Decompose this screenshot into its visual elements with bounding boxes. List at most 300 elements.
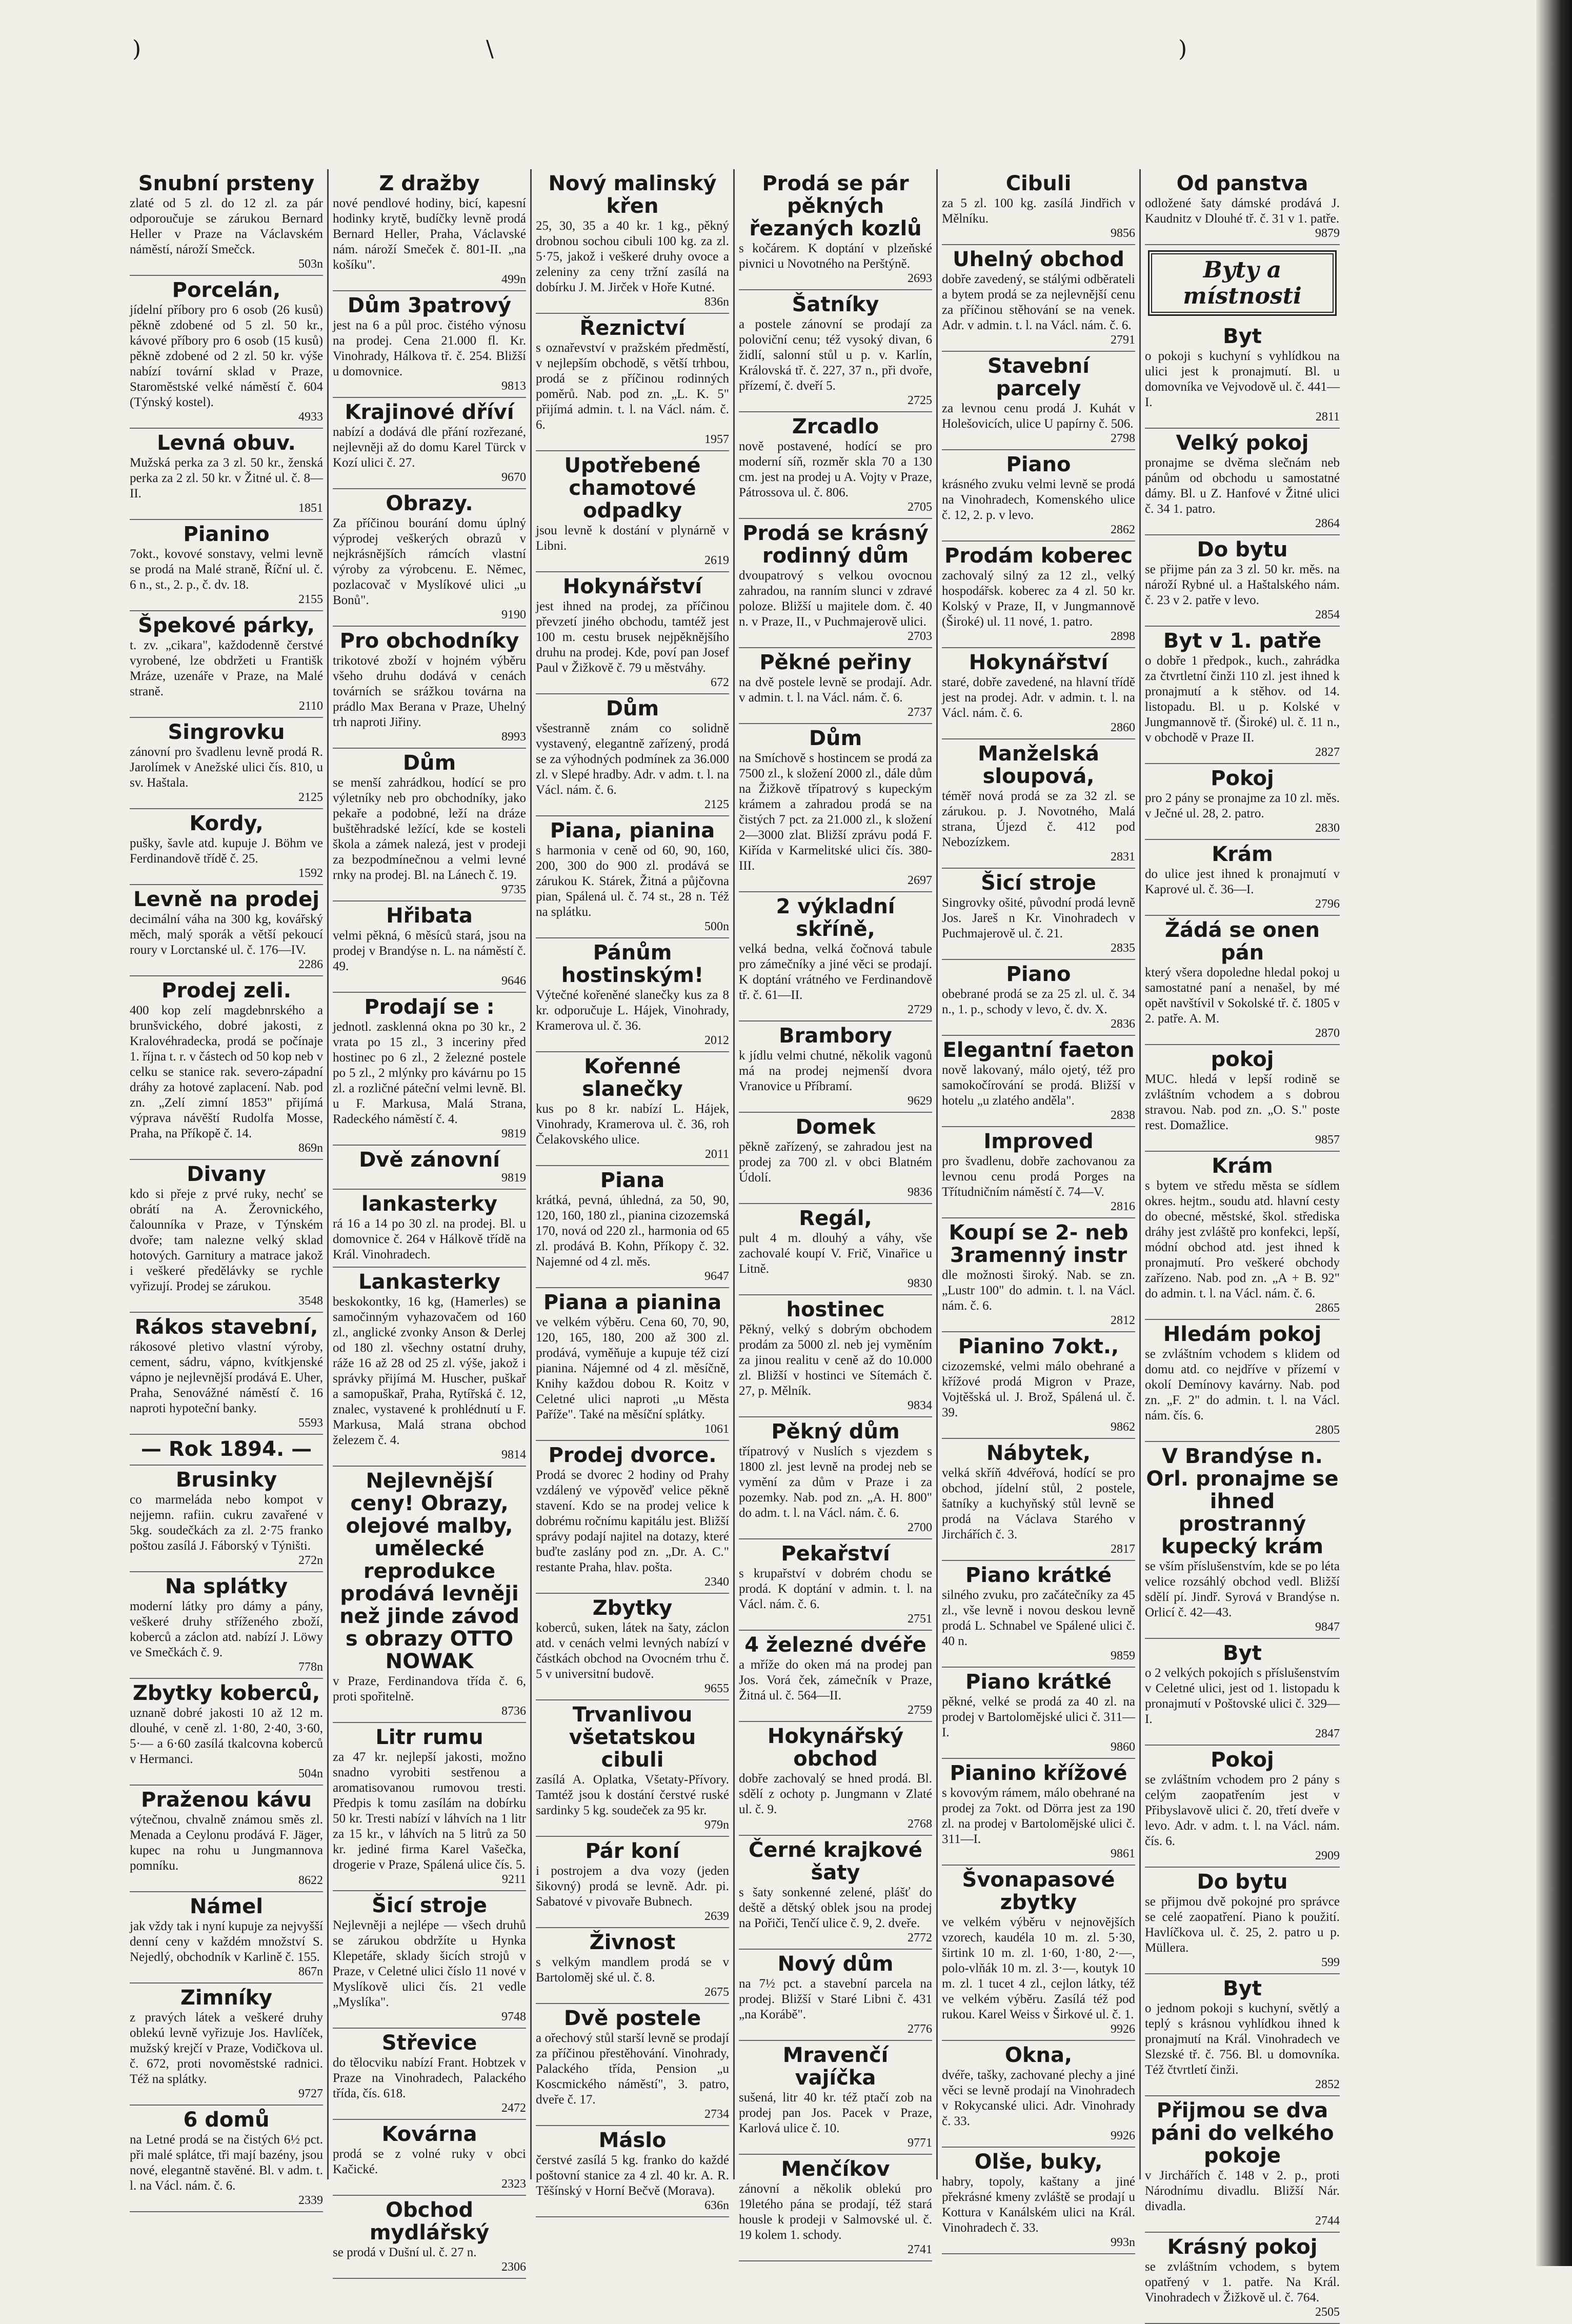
ad-title: Máslo: [598, 2129, 667, 2152]
ad-number: 8993: [501, 730, 526, 744]
ad-title: Žádá se onen pán: [1165, 918, 1320, 965]
classified-ad: [1145, 2233, 1340, 2324]
ad-text: s oznařevství v pražském předměstí, v nejlepším obchodě, s větší trhbou, prodá se z příčinou rodinných poměrů. Nab. pod zn. „L. K. 5" přijímá admin. t. l. na Václ. nám. č. 6.: [536, 341, 729, 432]
ad-text: co marmeláda nebo kompot v nejjemn. rafiin. cukru zavařené v 5kg. soudečkách za zl. 2·75 franko poštou zasílá J. Fáborský v Týništi.: [130, 1493, 323, 1553]
ad-number: 2751: [908, 1612, 932, 1626]
ad-text: jest ihned na prodej, za příčinou převzetí jiného obchodu, tamtéž jest 100 m. cestu brusek nejpěknějšího druhu na prodej. Kde, poví pan Josef Paul v Žižkově č. 79 u městváhy.: [536, 599, 729, 675]
ad-title: Švonapasové zbytky: [962, 1868, 1115, 1914]
ad-number: 2339: [298, 2194, 323, 2207]
ad-text: a postele zánovní se prodají za poloviční cenu; též vysoký divan, 6 židlí, salonní stůl u p. v. Karlín, Královská tř. č. 227, 37 n., při dvoře, přízemí, č. dveří 5.: [739, 317, 932, 393]
ad-number: 2811: [1315, 410, 1340, 424]
ad-text: uznaně dobré jakosti 10 až 12 m. dlouhé, v ceně zl. 1·80, 2·40, 3·60, 5·— a 6·60 zasílá tkalcovna koberců v Hermanci.: [130, 1706, 323, 1766]
ad-number: 2805: [1315, 1424, 1340, 1437]
classified-ad: [536, 2004, 729, 2126]
ad-text: do tělocviku nabízí Frant. Hobtzek v Praze na Vinohradech, Palackého třída, čís. 618.: [333, 2056, 526, 2100]
ad-title: Prodám koberec: [944, 544, 1133, 568]
classified-ad: [942, 1668, 1135, 1759]
ad-number: 599: [1321, 1956, 1340, 1969]
classified-ad: [536, 938, 729, 1052]
ad-number: 504n: [298, 1767, 323, 1780]
classified-ad: [130, 1572, 323, 1679]
classified-ad: [333, 2029, 526, 2120]
ad-number: 2286: [298, 958, 323, 971]
classified-ad: [739, 2041, 932, 2155]
ad-title: Pianino 7okt.,: [958, 1335, 1119, 1358]
classified-ad: [130, 718, 323, 809]
ad-text: se vším příslušenstvím, kde se po léta velice rozsáhlý obchod vedl. Bližší sdělí pí. Jindř. Syrová v Brandýse n. Orlicí č. 42—43.: [1145, 1559, 1340, 1619]
classified-ad: [130, 520, 323, 611]
ad-number: 869n: [298, 1141, 323, 1155]
ad-text: dvoupatrový s velkou ovocnou zahradou, na ranním slunci v zdravé poloze. Bližší u majitele dom. č. 40 n. v Praze, II., v Puchmajerově ulici.: [739, 569, 932, 629]
classified-ad: [333, 489, 526, 627]
ad-text: Pěkný, velký s dobrým obchodem prodám za 5000 zl. neb jej vyměním za jinou realitu v ceně až do 10.000 zl. Bližší v hostinci ve Sítemách č. 27, p. Mělník.: [739, 1323, 932, 1398]
ad-number: 2776: [908, 2022, 932, 2036]
column-3: [532, 169, 735, 2212]
ad-number: 9629: [908, 1094, 932, 1108]
ad-text: ve velkém výběru v nejnovějších vzorech, kaudéla 10 m. zl. 5·30, širtink 10 m. zl. 1·60, 1·80, 2·—, polo-vlňák 10 m. zl. 3·—, koutyk 10 m. zl. 1 tucet 4 zl., cejlon látky, též ve velkém výběru. Zasílá též pod rukou. Karel Weiss v Širkové ul. č. 1.: [942, 1915, 1135, 2021]
ad-title: Dům: [606, 697, 659, 720]
ad-number: 9859: [1111, 1649, 1135, 1662]
classified-ad: [333, 993, 526, 1146]
ad-title: Levně na prodej: [133, 888, 319, 911]
ad-title: Piano krátké: [965, 1564, 1112, 1587]
ad-title: Od panstva: [1176, 172, 1308, 195]
ad-number: 2306: [501, 2260, 526, 2274]
ad-title: Přijmou se dva páni do velkého pokoje: [1151, 2099, 1334, 2168]
ad-text: velká bedna, velká čočnová tabule pro zámečníky a jiné věci se prodají. K doptání vrátného ve Ferdinandově tř. č. 61—II.: [739, 942, 932, 1002]
ad-text: krátká, pevná, úhledná, za 50, 90, 120, 160, 180 zl., pianina cizozemská 170, nová od 220 zl., harmonia od 65 zl. prodává B. Kohn, Příkopy č. 32. Najemné od 4 zl. měs.: [536, 1193, 729, 1269]
ad-text: o jednom pokoji s kuchyní, světlý a teplý s krásnou vyhlídkou ihned k pronajmutí na Král. Vinohradech ve Slezské tř. č. 756. Bl. u domovníka. Též čtvrtletí činži.: [1145, 2001, 1340, 2077]
classified-ad: [536, 816, 729, 938]
classified-ad: [333, 1467, 526, 1723]
ad-text: zánovní a několik oblekú pro 19letého pána se prodají, též stará housle k prodeji v Salmovské ul. č. 19 kolem 1. schody.: [739, 2182, 932, 2242]
ad-number: 9860: [1111, 1740, 1135, 1754]
ad-text: s šaty sonkenné zelené, plášť do deště a dětský oblek jsou na prodej na Pořiči, Tenčí ulice č. 9, 2. dveře.: [739, 1886, 932, 1930]
ad-number: 2909: [1315, 1849, 1340, 1862]
ad-text: nabízí a dodává dle přání rozřezané, nejlevněji až do domu Karel Türck v Kozí ulici č. 27.: [333, 425, 526, 470]
ad-title: Živnost: [589, 1931, 676, 1954]
ad-number: 2693: [908, 272, 932, 285]
classified-ad: [942, 450, 1135, 542]
ad-number: 5593: [298, 1416, 323, 1430]
classified-ad: [1145, 535, 1340, 627]
ad-title: lankasterky: [361, 1192, 498, 1216]
ad-number: 2836: [1111, 1017, 1135, 1031]
ad-number: 2472: [501, 2101, 526, 2115]
classified-ad: [130, 1984, 323, 2106]
ad-title: Velký pokoj: [1176, 431, 1309, 455]
ad-title: Šicí stroje: [372, 1894, 487, 1917]
ad-number: 272n: [298, 1554, 323, 1567]
classified-ad: [942, 2148, 1135, 2254]
ad-number: 836n: [704, 295, 729, 309]
ad-number: 2703: [908, 630, 932, 643]
ad-number: 9926: [1111, 2129, 1135, 2142]
ad-title: Upotřebené chamotové odpadky: [564, 454, 701, 523]
ad-title: Uhelný obchod: [953, 248, 1124, 271]
classified-ad: [1145, 1639, 1340, 1746]
ad-number: 2854: [1315, 608, 1340, 622]
classified-ad: [333, 627, 526, 749]
ad-title: Hokynářství: [562, 575, 702, 598]
ad-text: a ořechový stůl starší levně se prodají za příčinou přestěhování. Vinohrady, Palackého třída, Pension „u Koscmického náměstí", 3. patro, dveře č. 17.: [536, 2031, 729, 2107]
ad-number: 993n: [1111, 2236, 1135, 2249]
classified-ad: [942, 169, 1135, 245]
ad-title: Pekařství: [781, 1542, 890, 1566]
classified-ad: [942, 1561, 1135, 1668]
ad-number: 1851: [298, 502, 323, 515]
classified-ad: [536, 1700, 729, 1837]
ad-text: který všera dopoledne hledal pokoj u samostatné paní a nenašel, by mé opět navštívil v Sokolské tř. č. 1805 v 2. patře. A. M.: [1145, 966, 1340, 1026]
ad-text: Nejlevněji a nejlépe — všech druhů se zárukou obdržíte u Hynka Klepetáře, sklady šicích strojů v Praze, v Celetné ulici číslo 11 nové v Myslíkově ulici čís. 21 vedle „Myslíka".: [333, 1918, 526, 2009]
ad-title: Nejlevnější ceny! Obrazy, olejové malby, umělecké reprodukce prodává levněji než jinde závod s obrazy OTTO NOWAK: [339, 1469, 519, 1673]
ad-number: 867n: [298, 1965, 323, 1978]
classified-ad: [739, 1539, 932, 1631]
ad-text: Výtečné kořeněné slanečky kus za 8 kr. odporučuje L. Hájek, Vinohrady, Kramerova ul. č. 36.: [536, 988, 729, 1033]
ad-number: 9190: [501, 608, 526, 622]
ad-number: 2865: [1315, 1301, 1340, 1315]
ad-text: rákosové pletivo vlastní výroby, cement, sádru, vápno, kvítkjenské vápno je nejlevnější prodává E. Uher, Praha, Senovážné náměstí č. 16 naproti hypoteční banky.: [130, 1340, 323, 1415]
ad-number: 500n: [704, 920, 729, 933]
ad-text: o dobře 1 předpok., kuch., zahrádka za čtvrtletní činži 110 zl. jest ihned k pronajmutí a k stěhov. od 14. listopadu. Bl. u p. Kolské v Jungmannově tř. (Široké) ul. č. 11 n., v obchodě v Praze II.: [1145, 654, 1340, 745]
ad-text: do ulice jest ihned k pronajmutí v Kaprové ul. č. 36—I.: [1145, 867, 1340, 896]
ad-text: koberců, suken, látek na šaty, záclon atd. v cenách velmi levných nabízí v částkách obchod na Ovocném trhu č. 5 v universitní budově.: [536, 1621, 729, 1681]
ad-number: 9814: [501, 1448, 526, 1461]
ad-title: Byt: [1223, 325, 1262, 348]
ad-text: za levnou cenu prodá J. Kuhát v Holešovicích, ulice U papírny č. 506.: [942, 402, 1135, 431]
classified-ad: [536, 451, 729, 572]
top-marks: [0, 36, 1533, 67]
ad-number: 778n: [298, 1660, 323, 1674]
ad-text: decimální váha na 300 kg, kovářský měch, malý sporák a větší pekoucí roury v Lorctanské ul. č. 176—IV.: [130, 912, 323, 957]
ad-text: pěkně zařízený, se zahradou jest na prodej za 700 zl. v obci Blatném Údolí.: [739, 1140, 932, 1185]
ad-title: Piano: [1006, 963, 1071, 986]
ad-number: 2741: [908, 2243, 932, 2256]
ad-title: Kořenné slanečky: [582, 1055, 683, 1101]
ad-title: Singrovku: [168, 720, 285, 744]
ad-text: velká skříň 4dvéřová, hodící se pro obchod, jídelní stůl, 2 postele, šatníky a kuchyňský stůl levně se prodá na Václava Starého v Jirchářích č. 3.: [942, 1466, 1135, 1541]
ad-title: Nábytek,: [986, 1441, 1091, 1465]
ad-number: 2700: [908, 1521, 932, 1534]
ad-number: 9655: [704, 1682, 729, 1695]
classified-ad: [739, 2155, 932, 2261]
classified-ad: [739, 724, 932, 892]
ad-text: prodá se z volné ruky v obci Kačické.: [333, 2147, 526, 2176]
ad-number: 9847: [1315, 1620, 1340, 1634]
ad-number: 499n: [501, 273, 526, 286]
ad-title: Piano: [1006, 453, 1071, 476]
classified-ad: [130, 611, 323, 718]
ad-text: v Praze, Ferdinandova třída č. 6, proti spořitelně.: [333, 1674, 526, 1704]
classified-ad: [739, 1631, 932, 1722]
classified-ad: [536, 1288, 729, 1441]
classified-ad: [942, 739, 1135, 869]
ad-text: zasílá A. Oplatka, Všetaty-Přívory. Tamtéž jsou k dostání čerstvé ruské sardinky 5 kg. soudeček za 95 kr.: [536, 1773, 729, 1817]
ad-text: a mříže do oken má na prodej pan Jos. Vorá ček, zámečník v Praze, Žitná ul. č. 564—II.: [739, 1658, 932, 1702]
ad-text: pěkné, velké se prodá za 40 zl. na prodej v Bartolomějské ulici č. 311—I.: [942, 1695, 1135, 1739]
ad-title: Krajinové dříví: [345, 400, 514, 424]
classified-ad: [1145, 1045, 1340, 1152]
ad-number: 4933: [298, 410, 323, 424]
ad-number: 9211: [501, 1873, 526, 1886]
ad-number: 2817: [1111, 1542, 1135, 1556]
ad-text: jak vždy tak i nyní kupuje za nejvyšší denní ceny v každém množství S. Nejedlý, obchodník v Karlině č. 155.: [130, 1919, 324, 1964]
ad-number: 2835: [1111, 941, 1135, 955]
ad-title: Dům: [809, 727, 862, 750]
classified-ad: [1145, 840, 1340, 916]
ad-text: silného zvuku, pro začátečníky za 45 zl., vše levně i novou deskou levně prodá L. Schnabel ve Spálené ulici č. 40 n.: [942, 1588, 1135, 1648]
ad-title: Obchod mydlářský: [369, 2198, 490, 2245]
ad-number: 1592: [298, 867, 323, 880]
ad-text: na dvě postele levně se prodají. Adr. v admin. t. l. na Václ. nám. č. 6.: [739, 675, 932, 705]
ad-title: Nový malinský křen: [548, 172, 717, 218]
ad-text: dobře zavedený, se stálými odběrateli a bytem prodá se za nejlevnější cenu za příčinou stěhování se na venek. Adr. v admin. t. l. na Václ. nám. č. 6.: [942, 272, 1135, 332]
ad-text: nové pendlové hodiny, bicí, kapesní hodinky krytě, budíčky levně prodá Bernard Heller, Praha, Václavské nám. nároží Smeček č. 801-II. „na košíku".: [333, 196, 526, 272]
ad-number: 2847: [1315, 1727, 1340, 1740]
classified-ad: [1145, 2096, 1340, 2233]
classified-ad: [130, 1466, 323, 1572]
ad-title: Lankasterky: [358, 1270, 500, 1294]
ad-number: 2759: [908, 1704, 932, 1717]
ad-title: Mravenčí vajíčka: [782, 2043, 889, 2090]
ad-text: téměř nová prodá se za 32 zl. se zárukou. p. J. Novotného, Malá strana, Újezd č. 412 pod Nebozízkem.: [942, 789, 1135, 849]
classified-ad: [333, 2196, 526, 2279]
classified-ad: [536, 1928, 729, 2004]
ad-number: 2862: [1111, 523, 1135, 536]
ad-title: Pár koní: [585, 1839, 680, 1863]
ad-text: Za příčinou bourání domu úplný výprodej veškerých obrazů v nejkrásnějších rámcích vlastní výroby za výrobcenu. E. Němec, pozlacovač v Myslíkové ulici „u Bonů".: [333, 516, 526, 607]
ad-number: 2639: [704, 1910, 729, 1923]
classified-ad: [333, 1190, 526, 1268]
ad-text: nově postavené, hodící se pro moderní síň, rozměr skla 70 a 130 cm. jest na prodej u A. Vojty v Praze, Pátrossova ul. č. 806.: [739, 439, 932, 499]
ad-number: 672: [711, 676, 729, 689]
ad-number: 9836: [908, 1186, 932, 1199]
ad-number: 2864: [1315, 517, 1340, 530]
ad-title: Regál,: [799, 1207, 872, 1230]
classified-ad: [942, 1036, 1135, 1127]
classified-ad: [1145, 1868, 1340, 1974]
ad-text: s kočárem. K doptání v plzeňské pivnici u Novotného na Perštýně.: [739, 242, 932, 271]
ad-title: Zrcadlo: [792, 415, 879, 438]
ad-title: — Rok 1894. —: [140, 1437, 312, 1461]
ad-text: na Letné prodá se na čistých 6½ pct. při malé splátce, tři mají bazény, jsou nové, elegantně stavěné. Bl. v adm. t. l. na Václ. nám. č. 6.: [130, 2133, 323, 2193]
ad-number: 2619: [704, 554, 729, 567]
ad-text: dvéře, tašky, zachované plechy a jiné věci se levně prodají na Vinohradech v Rokycanské ulici. Adr. Vinohrady č. 33.: [942, 2068, 1135, 2128]
classified-ad: [130, 1892, 323, 1984]
ad-number: 2125: [704, 798, 729, 811]
ad-text: s harmonia v ceně od 60, 90, 160, 200, 300 do 900 zl. prodává se zárukou K. Stárek, Žitná a půjčovna pian, Spálená ul. č. 74 st., 28 n. Též na splátku.: [536, 844, 729, 919]
classified-ad: [536, 169, 729, 314]
classified-ad: [942, 960, 1135, 1036]
ad-title: Porcelán,: [172, 278, 281, 302]
classified-ad: [942, 245, 1135, 352]
ad-title: Špekové párky,: [138, 614, 315, 637]
ad-text: beskokontky, 16 kg, (Hamerles) se samočinným vyhazovačem od 160 zl., anglické zvonky Anson & Derlej od 180 zl. všechny ostatní druhy, ráže 16 až 28 od 25 zl. výše, jakož i správky přijímá M. Huscher, puškař a samopuškař, Praha, Rytířská č. 12, znalec, vystavené k prohlédnutí u F. Markusa, Malá strana obchod železem č. 4.: [333, 1295, 526, 1447]
ad-text: se přijmou dvě pokojné pro správce se celé zaopatření. Piano k použití. Havlíčkova ul. č. 25, 2. patro u p. Müllera.: [1145, 1895, 1340, 1955]
ad-number: 9670: [501, 471, 526, 484]
ad-title: 2 výkladní skříně,: [776, 895, 895, 941]
ad-title: Elegantní faeton: [942, 1038, 1135, 1062]
ad-title: Litr rumu: [375, 1726, 483, 1749]
top-mark: ): [1178, 36, 1187, 62]
ad-text: jednotl. zasklenná okna po 30 kr., 2 vrata po 15 zl., 3 inceriny před hostinec po 6 zl., 2 železné postele po 5 zl., 2 mlýnky pro kávárnu po 15 zl. a rozličné páteční velmi levně. Bl. u F. Markusa, Malá Strana, Radeckého náměstí č. 4.: [333, 1020, 526, 1126]
ad-title: Koupí se 2- neb 3ramenný instr: [949, 1221, 1128, 1267]
classified-ad: [739, 1417, 932, 1539]
ad-title: Nový dům: [777, 1952, 894, 1976]
ad-number: 2831: [1111, 850, 1135, 864]
classified-ad: [1145, 1974, 1340, 2096]
ad-title: 6 domů: [183, 2108, 270, 2132]
ad-number: 9879: [1315, 227, 1340, 240]
classified-ad: [333, 901, 526, 993]
classified-ad: [1145, 169, 1340, 245]
classified-ad: [130, 1160, 323, 1313]
ad-title: Levná obuv.: [157, 431, 296, 455]
ad-number: 2827: [1315, 746, 1340, 759]
ad-text: se zvláštním vchodem s klidem od domu atd. co nejdříve v přízemí v okolí Demínovy kavárny. Nab. pod zn. „F. 2" do admin. t. l. na Václ. nám. čís. 6.: [1145, 1347, 1340, 1423]
classified-ad: [942, 352, 1135, 450]
ad-title: Pro obchodníky: [339, 629, 519, 653]
ad-title: Hřibata: [386, 904, 473, 928]
classified-ad: [1145, 764, 1340, 840]
classified-ad: [536, 314, 729, 451]
ad-number: 2705: [908, 500, 932, 514]
ad-title: Hokynářský obchod: [767, 1725, 904, 1771]
ad-text: Prodá se dvorec 2 hodiny od Prahy vzdálený ve výpověď velice pěkně stavení. Kdo se na prodej velice k dobrému ročnímu kapitálu jest. Bližší správy podají najitel na dotazy, které buďte zaslány pod zn. „Dr. A. C." restante Praha, hlav. pošta.: [536, 1468, 730, 1574]
ad-number: 9819: [501, 1127, 526, 1140]
ad-title: Stavební parcely: [987, 354, 1090, 400]
ad-text: dle možnosti široký. Nab. se zn. „Lustr 100" do admin. t. l. na Václ. nám. č. 6.: [942, 1268, 1135, 1313]
ad-text: pušky, šavle atd. kupuje J. Böhm ve Ferdinandově třídě č. 25.: [130, 836, 323, 866]
ad-text: 400 kop zelí magdebnrského a brunšvického, dobré jakosti, z Kralovéhradecka, prodá se počínaje 1. října t. r. v částech od 50 kop neb v celku se stanice rak. severo-západní dráhy za hotové zaplacení. Nab. pod zn. „Zelí zimní 1853" přijímá výprava návěští Rudolfa Mosse, Praha, na Příkopě č. 14.: [130, 1004, 323, 1140]
ad-number: 2830: [1315, 822, 1340, 835]
ad-number: 2772: [908, 1931, 932, 1945]
classified-ad: [739, 169, 932, 290]
ad-title: Praženou kávu: [141, 1788, 312, 1812]
scan-edge: [1536, 0, 1572, 2266]
ad-title: Piano krátké: [965, 1670, 1112, 1694]
ad-text: zachovalý silný za 12 zl., velký hospodářsk. koberec za 4 zl. 50 kr. Kolský v Praze, II, v Jungmannově (Široké) ul. 11 nové, 1. patro.: [942, 569, 1135, 629]
ad-title: Rákos stavební,: [134, 1315, 318, 1339]
classified-ad: [536, 1166, 729, 1288]
ad-number: 9727: [298, 2087, 323, 2100]
ad-text: za 5 zl. 100 kg. zasílá Jindřich v Mělníku.: [942, 196, 1135, 226]
ad-number: 9771: [908, 2136, 932, 2150]
ad-text: i postrojem a dva vozy (jeden šikovný) prodá se levně. Adr. pi. Sabatové v pivovaře Bubnech.: [536, 1864, 729, 1909]
ad-title: Domek: [795, 1115, 876, 1139]
ad-title: Pokoj: [1211, 1748, 1274, 1772]
classified-ad: [739, 519, 932, 648]
classified-ad: [333, 291, 526, 398]
ad-title: Pěkné peřiny: [759, 651, 912, 674]
ad-text: o pokoji s kuchyní s vyhlídkou na ulici jest k pronajmutí. Bl. u domovníka ve Vejvodově ul. č. 441—I.: [1145, 349, 1340, 409]
ad-number: 2852: [1315, 2078, 1340, 2091]
ad-text: odložené šaty dámské prodává J. Kaudnitz v Dlouhé tř. č. 31 v 1. patře.: [1145, 196, 1340, 226]
classified-ad: [942, 542, 1135, 648]
classified-ad: [130, 1679, 323, 1786]
ad-text: moderní látky pro dámy a pány, veškeré druhy stříženého zboží, koberců a záclon atd. nabízí J. Löwy ve Smečkách č. 9.: [130, 1599, 323, 1659]
ad-number: 9834: [908, 1399, 932, 1412]
column-1: [126, 169, 329, 2207]
ad-number: 2768: [908, 1817, 932, 1831]
ad-number: 636n: [704, 2199, 729, 2212]
classified-ad: [942, 1332, 1135, 1439]
ad-text: z pravých látek a veškeré druhy oblekú levně vyřizuje Jos. Havlíček, mužský krejčí v Praze, Vodičkova ul. č. 672, proti novoměstské radnici. Též na splátky.: [130, 2011, 323, 2086]
ad-title: Černé krajkové šaty: [749, 1838, 922, 1885]
ad-number: 9748: [501, 2010, 526, 2024]
ad-title: Šatníky: [792, 293, 879, 316]
classified-ad: [1145, 1746, 1340, 1868]
ad-title: Pianino: [183, 523, 270, 546]
ad-text: velmi pěkná, 6 měsíců stará, jsou na prodej v Brandýse n. L. na náměstí č. 49.: [333, 929, 526, 973]
ad-number: 503n: [298, 257, 323, 271]
ad-number: 2791: [1111, 333, 1135, 347]
classified-ad: [739, 1295, 932, 1417]
ad-number: 2725: [908, 394, 932, 407]
classified-ad: [130, 2106, 323, 2212]
classified-ad: [1145, 1442, 1340, 1639]
ad-number: 9861: [1111, 1847, 1135, 1860]
classified-ad: [942, 1218, 1135, 1332]
ad-text: jest na 6 a půl proc. čistého výnosu na prodej. Cena 21.000 fl. Kr. Vinohrady, Hálkova tř. č. 254. Bližší u domovnice.: [333, 318, 526, 378]
ad-title: Dům 3patrový: [347, 294, 512, 317]
classified-ad: [942, 2041, 1135, 2148]
ad-text: Singrovky ošité, původní prodá levně Jos. Jareš n Kr. Vinohradech v Puchmajerově ul. č. 21.: [942, 896, 1135, 940]
ad-title: Šicí stroje: [981, 871, 1096, 895]
ad-number: 2744: [1315, 2214, 1340, 2228]
column-4: [735, 169, 938, 2256]
ad-text: výtečnou, chvalně známou směs zl. Menada a Ceylonu prodává F. Jäger, kupec na rohu u Jungmannova pomníku.: [130, 1813, 323, 1873]
ad-title: Dvě zánovní: [359, 1148, 500, 1172]
ad-number: 2340: [704, 1575, 729, 1589]
ad-text: jsou levně k dostání v plynárně v Libni.: [536, 524, 729, 553]
classified-ad: [536, 1052, 729, 1166]
ad-number: 2125: [298, 791, 323, 804]
ad-text: trikotové zboží v hojném výběru všeho druhu dodává v cenách továrních se srážkou továrna na prádlo Max Berana v Praze, Uhelný trh naproti Jiřiny.: [333, 654, 526, 729]
ad-text: staré, dobře zavedené, na hlavní třídě jest na prodej. Adr. v admin. t. l. na Václ. nám. č. 6.: [942, 675, 1135, 720]
classified-ad: [333, 1723, 526, 1891]
ad-title: Do bytu: [1197, 1870, 1288, 1894]
ad-title: Olše, buky,: [974, 2150, 1103, 2174]
ad-text: na 7½ pct. a stavební parcela na prodej. Bližší v Staré Libni č. 431 „na Korábě".: [739, 1977, 932, 2021]
ad-title: Trvanlivou všetatskou cibuli: [569, 1703, 696, 1772]
ad-text: ve velkém výběru. Cena 60, 70, 90, 120, 165, 180, 200 až 300 zl. prodává, vyměňuje a kupuje též cizí pianina. Nájemné od 4 zl. měsíčně, Knihy každou dobou R. Koitz v Celetné ulici naproti „u Města Paříže". Také na měsíční splátky.: [536, 1315, 729, 1421]
ad-title: Menčíkov: [781, 2157, 890, 2181]
classified-ad: [1145, 429, 1340, 535]
classified-ad: [333, 1268, 526, 1467]
ad-title: Byt v 1. patře: [1163, 629, 1322, 653]
ad-number: 2012: [704, 1034, 729, 1047]
ad-text: zlaté od 5 zl. do 12 zl. za pár odporoučuje se zárukou Bernard Heller v Praze na Václavském náměstí, nároží Smečck.: [130, 196, 323, 256]
ad-title: Námel: [190, 1895, 263, 1918]
ad-title: Divany: [187, 1163, 266, 1186]
ad-number: 9646: [501, 974, 526, 988]
classified-ad: [739, 1950, 932, 2041]
column-2: [329, 169, 532, 2274]
classified-ad: [333, 1146, 526, 1190]
ad-text: dobře zachovalý se hned prodá. Bl. sdělí z ochoty p. Jungmann v Zlaté ul. č. 9.: [739, 1772, 932, 1816]
ad-text: kdo si přeje z prvé ruky, nechť se obrátí na A. Žerovnického, čalounníka v Praze, v Týnském dvoře; tam nalezne velký sklad hotových. Garnitury a matrace jakož i veškeré předělávky se rychle vyřizují. Prodej se zárukou.: [130, 1187, 323, 1293]
ad-number: 9830: [908, 1277, 932, 1290]
ad-title: Pianino křížové: [950, 1761, 1127, 1785]
classified-ad: [1145, 1320, 1340, 1442]
ad-text: na Smíchově s hostincem se prodá za 7500 zl., k složení 2000 zl., dále dům na Žižkově třípatrový s kupeckým krámem a zahradou prodá se na čistých 7 pct. za 21.000 zl., k složení 2—3000 zlat. Bližší zprávu podá F. Kiřída v Karmelitské ulici čís. 380-III.: [739, 751, 932, 873]
classified-ad: [739, 412, 932, 519]
ad-text: Mužská perka za 3 zl. 50 kr., ženská perka za 2 zl. 50 kr. v Žitné ul. č. 8—II.: [130, 456, 323, 500]
ad-text: nově lakovaný, málo ojetý, též pro samokočírování se prodá. Bližší v hotelu „u zlatého anděla".: [942, 1063, 1135, 1108]
ad-title: Zimníky: [180, 1986, 273, 2010]
ad-number: 2870: [1315, 1027, 1340, 1040]
